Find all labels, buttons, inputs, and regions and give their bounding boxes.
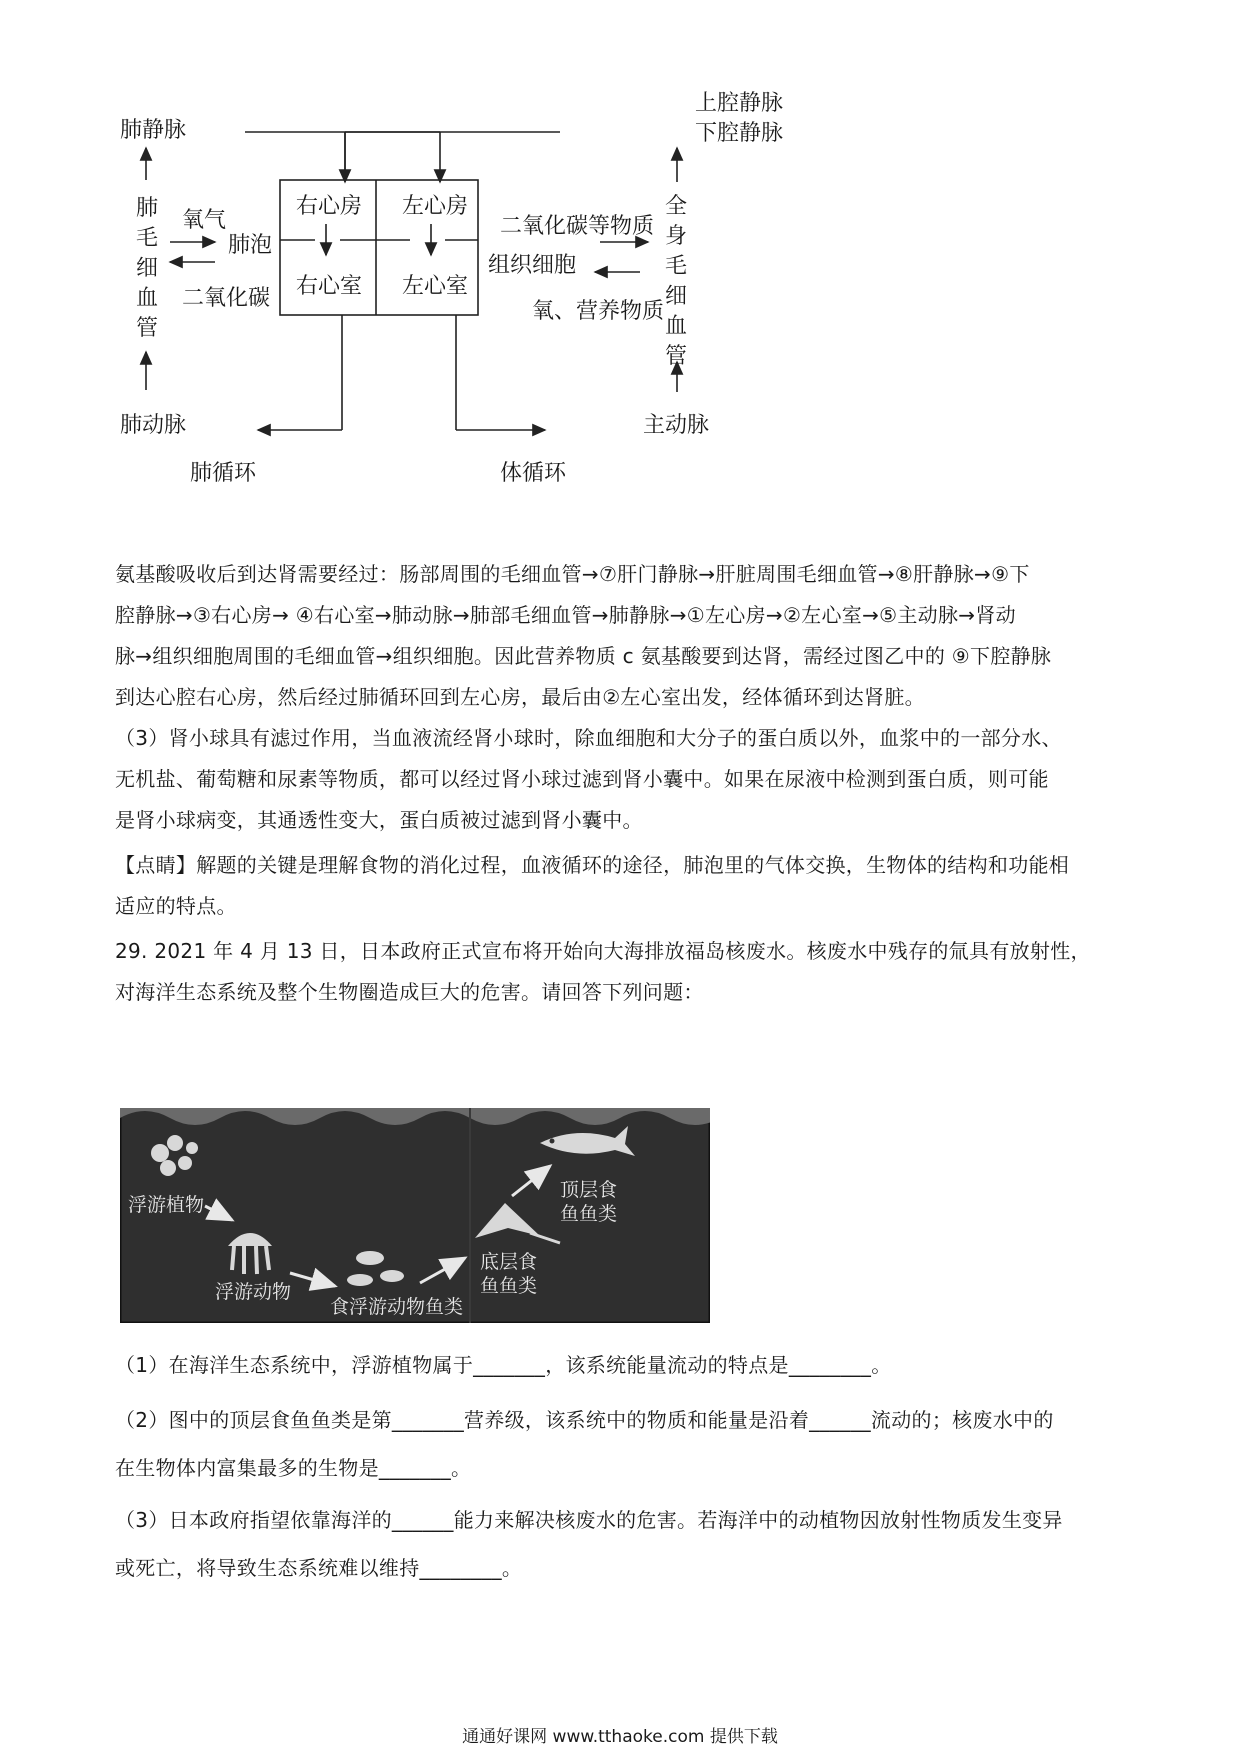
label-oxygen-nutrients: 氧、营养物质 xyxy=(532,299,665,324)
question-29-line-1: 29. 2021 年 4 月 13 日，日本政府正式宣布将开始向大海排放福岛核废水。核废水中残存的氚具有放射性， xyxy=(115,939,1091,963)
label-left-atrium: 左心房 xyxy=(402,194,469,219)
svg-text:毛: 毛 xyxy=(136,226,159,251)
label-top-fish-1: 顶层食 xyxy=(560,1179,618,1201)
question-2-line-2: 在生物体内富集最多的生物是_______。 xyxy=(115,1456,472,1480)
svg-text:血: 血 xyxy=(665,314,688,339)
question-29-line-2: 对海洋生态系统及整个生物圈造成巨大的危害。请回答下列问题： xyxy=(115,980,704,1004)
question-2-line-1: （2）图中的顶层食鱼鱼类是第_______营养级，该系统中的物质和能量是沿着______流动的；核废水中的 xyxy=(115,1408,1054,1432)
label-phytoplankton: 浮游植物 xyxy=(128,1194,205,1216)
label-systemic-circulation: 体循环 xyxy=(500,461,567,486)
label-left-ventricle: 左心室 xyxy=(402,274,469,299)
paragraph-line-2: 腔静脉→③右心房→ ④右心室→肺动脉→肺部毛细血管→肺静脉→①左心房→②左心室→⑤主动脉→肾动 xyxy=(115,603,1016,627)
paragraph-line-7: 是肾小球病变，其通透性变大，蛋白质被过滤到肾小囊中。 xyxy=(115,808,643,832)
svg-text:毛: 毛 xyxy=(665,254,688,279)
label-lung-capillary xyxy=(136,196,158,341)
label-aorta: 主动脉 xyxy=(643,413,710,438)
label-pulmonary-vein: 肺静脉 xyxy=(120,118,187,143)
svg-text:管: 管 xyxy=(665,344,688,369)
label-oxygen: 氧气 xyxy=(182,208,227,233)
paragraph-line-1: 氨基酸吸收后到达肾需要经过：肠部周围的毛细血管→⑦肝门静脉→肝脏周围毛细血管→⑧肝静脉→⑨下 xyxy=(115,562,1030,586)
svg-text:细: 细 xyxy=(136,256,159,281)
svg-text:血: 血 xyxy=(136,286,159,311)
page-footer: 通通好课网 www.tthaoke.com 提供下载 xyxy=(462,1727,778,1747)
label-zooplankton: 浮游动物 xyxy=(215,1281,292,1303)
label-superior-vena-cava: 上腔静脉 xyxy=(695,91,784,116)
svg-text:身: 身 xyxy=(665,224,688,249)
paragraph-line-5: （3）肾小球具有滤过作用，当血液流经肾小球时，除血细胞和大分子的蛋白质以外，血浆中的一部分水、 xyxy=(115,726,1062,750)
svg-text:肺: 肺 xyxy=(136,196,159,221)
paragraph-line-8: 【点睛】解题的关键是理解食物的消化过程，血液循环的途径，肺泡里的气体交换，生物体的结构和功能相 xyxy=(115,853,1070,877)
label-tissue-cells: 组织细胞 xyxy=(488,253,577,278)
svg-text:全: 全 xyxy=(665,194,688,219)
paragraph-line-4: 到达心腔右心房，然后经过肺循环回到左心房，最后由②左心室出发，经体循环到达肾脏。 xyxy=(115,685,925,709)
marine-food-chain-image xyxy=(120,1108,710,1323)
label-pulmonary-circulation: 肺循环 xyxy=(190,461,257,486)
question-3-line-2: 或死亡，将导致生态系统难以维持________。 xyxy=(115,1556,523,1580)
label-top-fish-2: 鱼鱼类 xyxy=(560,1203,618,1225)
label-bottom-fish-1: 底层食 xyxy=(480,1251,538,1273)
label-planktivorous-fish: 食浮游动物鱼类 xyxy=(330,1296,464,1318)
blood-circulation-diagram xyxy=(100,90,820,490)
label-inferior-vena-cava: 下腔静脉 xyxy=(695,121,784,146)
paragraph-line-3: 脉→组织细胞周围的毛细血管→组织细胞。因此营养物质 c 氨基酸要到达肾，需经过图乙中的 ⑨下腔静脉 xyxy=(115,644,1052,668)
label-right-ventricle: 右心室 xyxy=(296,274,363,299)
label-co2-substances: 二氧化碳等物质 xyxy=(500,214,655,239)
question-1: （1）在海洋生态系统中，浮游植物属于_______，该系统能量流动的特点是________。 xyxy=(115,1353,892,1377)
label-right-atrium: 右心房 xyxy=(296,194,363,219)
paragraph-line-6: 无机盐、葡萄糖和尿素等物质，都可以经过肾小球过滤到肾小囊中。如果在尿液中检测到蛋白质，则可能 xyxy=(115,767,1049,791)
label-body-capillary xyxy=(665,194,687,369)
question-3-line-1: （3）日本政府指望依靠海洋的______能力来解决核废水的危害。若海洋中的动植物因放射性物质发生变异 xyxy=(115,1508,1063,1532)
label-pulmonary-artery: 肺动脉 xyxy=(120,413,187,438)
paragraph-line-9: 适应的特点。 xyxy=(115,894,237,918)
label-alveolus: 肺泡 xyxy=(228,233,273,258)
label-bottom-fish-2: 鱼鱼类 xyxy=(480,1275,538,1297)
label-carbon-dioxide: 二氧化碳 xyxy=(182,286,271,311)
svg-text:细: 细 xyxy=(665,284,688,309)
svg-text:管: 管 xyxy=(136,316,159,341)
